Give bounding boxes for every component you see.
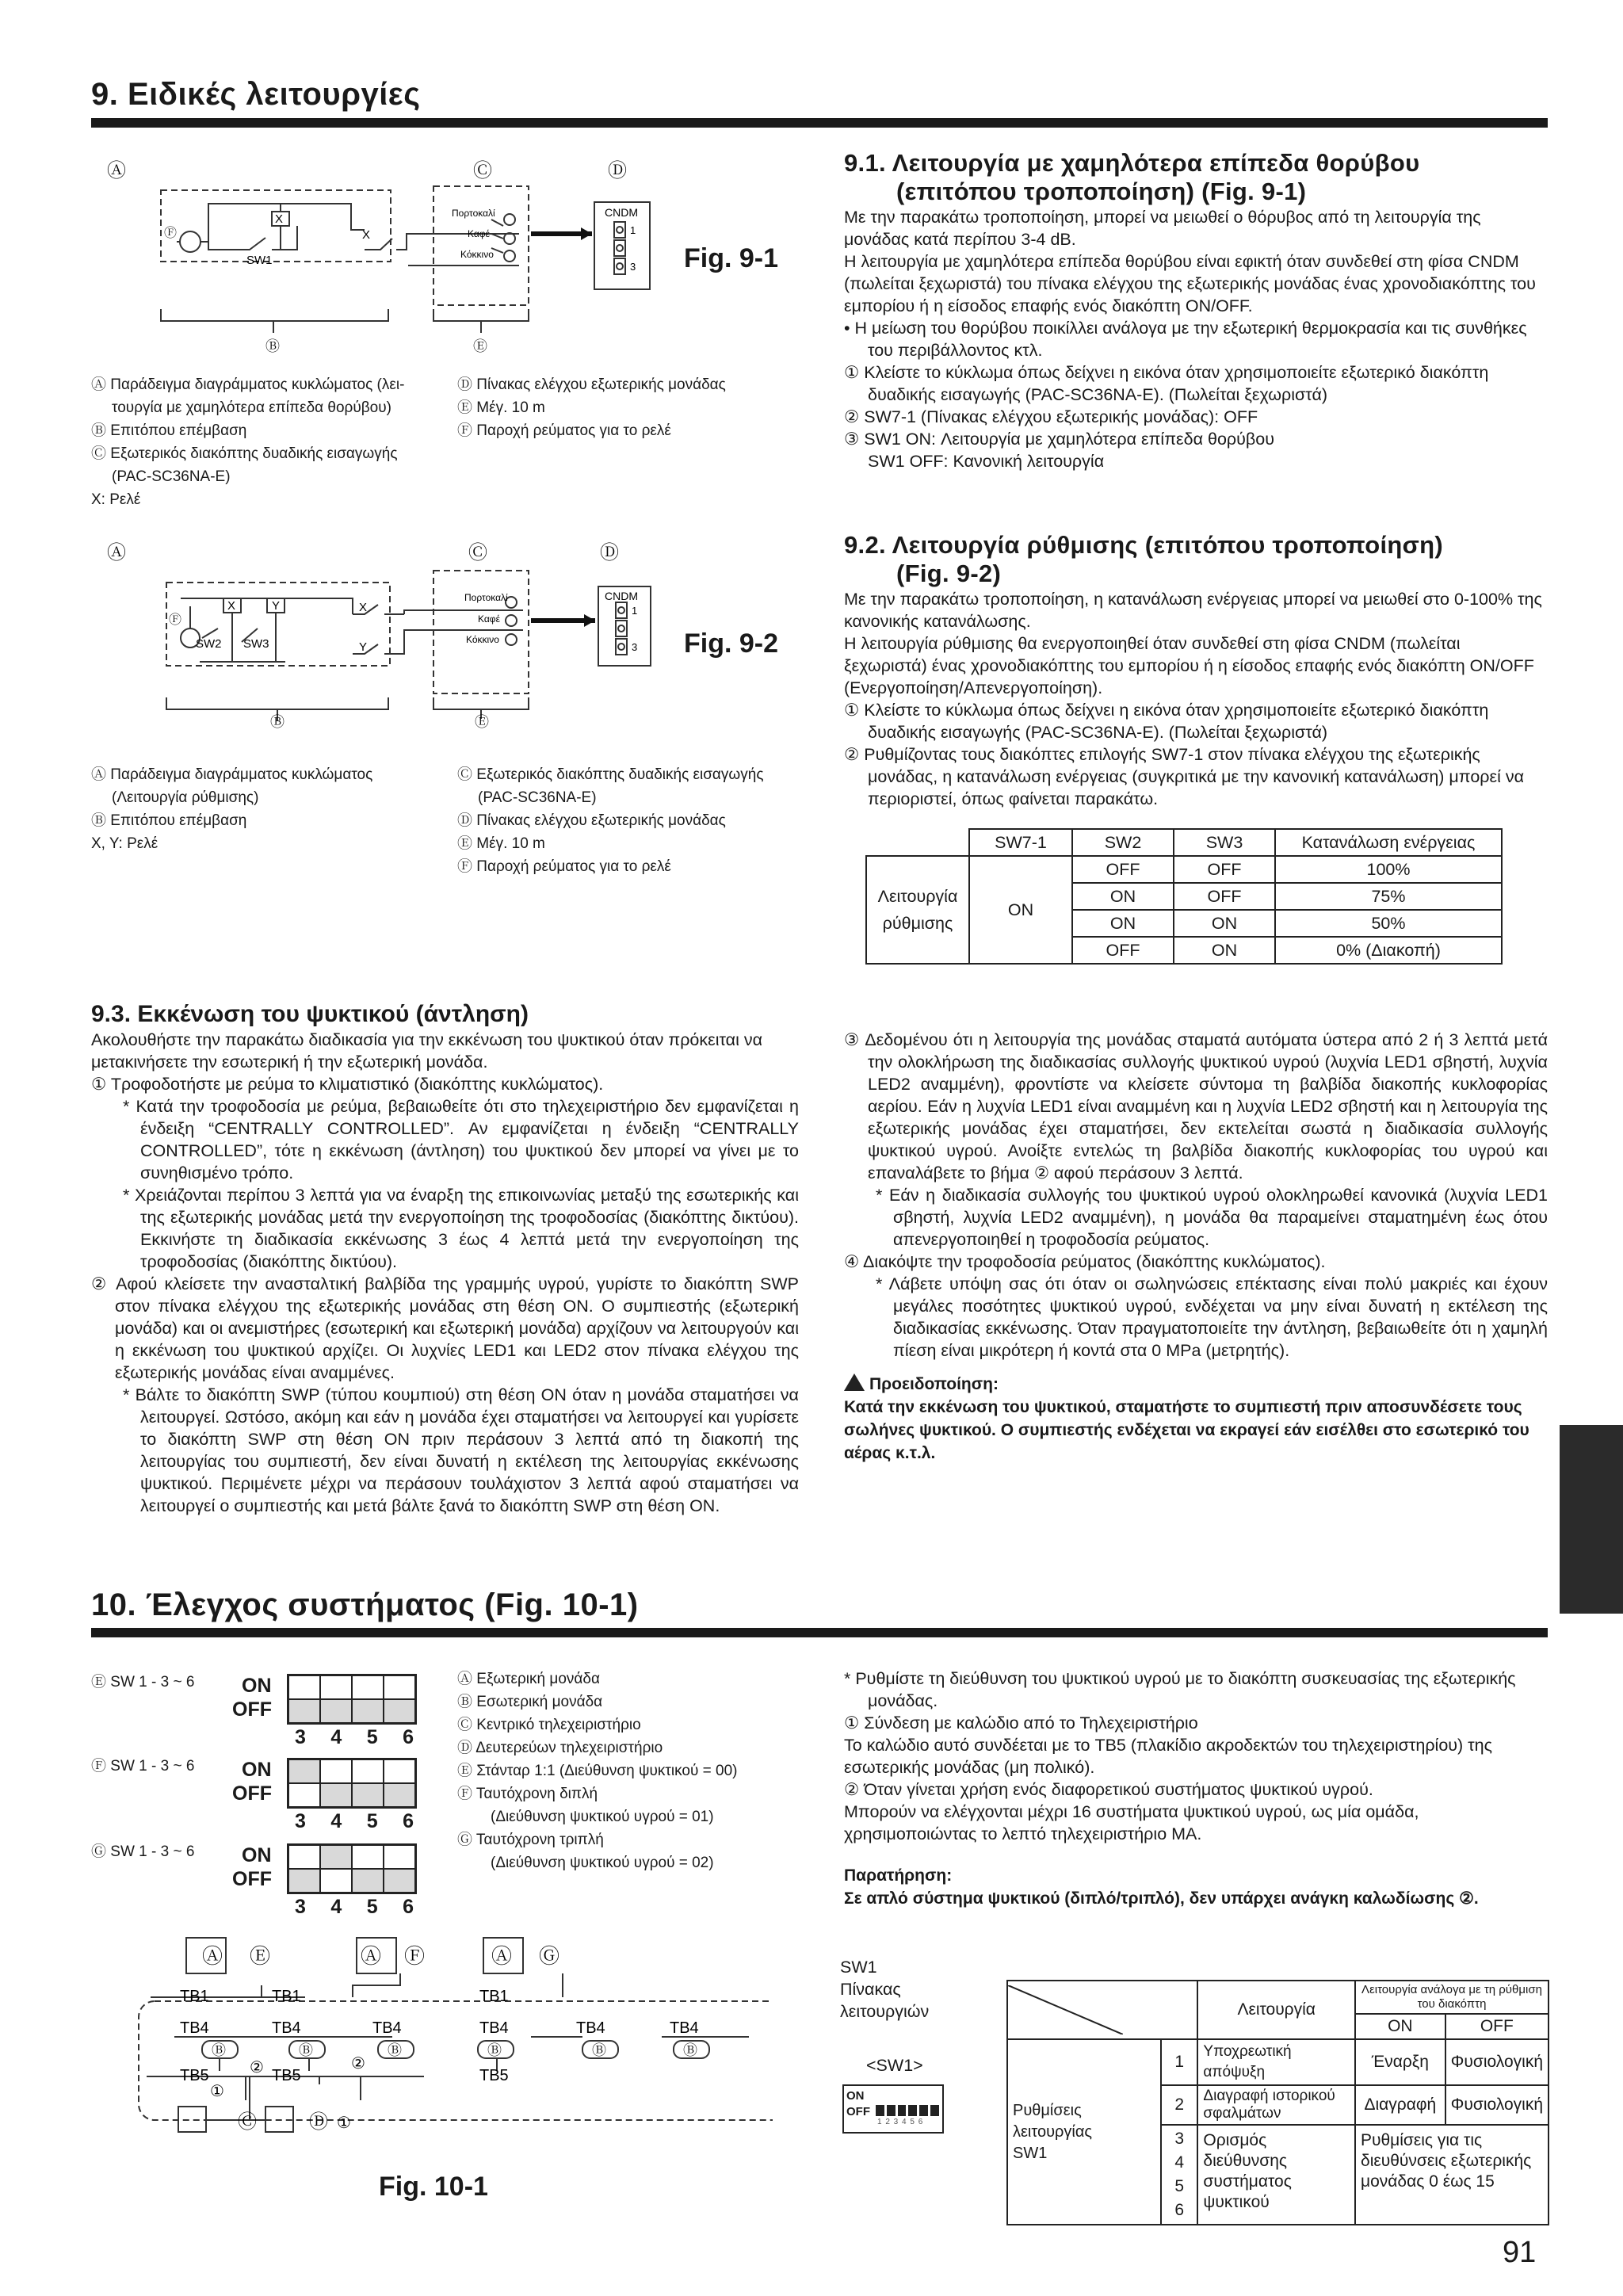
s92-title: 9.2. Λειτουργία ρύθμισης (επιτόπου τροποποίηση) xyxy=(844,531,1443,559)
title-rule xyxy=(91,118,1548,128)
wiring-tb4-6: TB4 xyxy=(670,2019,699,2037)
table-row-label: Λειτουργία ρύθμισης xyxy=(866,856,969,964)
switch-e: Ⓔ SW 1 - 3 ~ 6 ON OFF 3 4 5 6 xyxy=(91,1671,456,1755)
fig92-y-coil: Y xyxy=(272,599,281,613)
fig92-sw3: SW3 xyxy=(243,637,269,651)
wiring-c: Ⓒ xyxy=(238,2111,257,2133)
sw1-dip-switch: ON OFF 1 2 3 4 5 6 xyxy=(842,2084,944,2134)
section-10-legend: Ⓐ Εξωτερική μονάδα Ⓑ Εσωτερική μονάδα Ⓒ Κεντρικό τηλεχειριστήριο Ⓓ Δευτερεύων τηλεχειριστήριο Ⓔ Στάνταρ 1:1 (Διεύθυνση ψυκτικού = 00) Ⓕ Ταυτόχρονη διπλή (Διεύθυνση ψυκτικού υγρού = 01) Ⓖ Ταυτόχρονη τριπλή (Διεύθυνση ψυκτικού υγρού = 02) xyxy=(457,1671,738,1871)
fig91-legend-right: Ⓓ Πίνακας ελέγχου εξωτερικής μονάδας Ⓔ Μέγ. 10 m Ⓕ Παροχή ρεύματος για το ρελέ xyxy=(457,376,726,439)
fig92-x-coil: X xyxy=(227,599,236,613)
wiring-b2: Ⓑ xyxy=(299,2042,313,2058)
wiring-b6: Ⓑ xyxy=(683,2042,697,2058)
wiring-circle1-a: ① xyxy=(210,2083,224,2100)
regulation-table: SW7-1 SW2 SW3 Κατανάλωση ενέργειας Λειτουργία ρύθμισης ON OFF OFF 100% ON OFF 75% ON ON 50% OFF ON 0% (Διακοπή) xyxy=(865,828,1503,965)
switch-g: Ⓖ SW 1 - 3 ~ 6 ON OFF 3 4 5 6 xyxy=(91,1840,456,1924)
sw1-tag: <SW1> xyxy=(866,2056,923,2075)
page-title: 9. Ειδικές λειτουργίες xyxy=(91,77,421,112)
note-title: Παρατήρηση: xyxy=(844,1866,953,1885)
wiring-tb4-4: TB4 xyxy=(479,2019,509,2037)
wiring-g: Ⓖ xyxy=(539,1944,560,1968)
fig91-x-coil: X xyxy=(275,212,284,226)
page-number: 91 xyxy=(1503,2236,1537,2269)
warning-icon xyxy=(844,1373,865,1391)
fig91-c-marker: Ⓒ xyxy=(473,160,492,181)
wiring-b3: Ⓑ xyxy=(388,2042,402,2058)
wiring-tb5-3: TB5 xyxy=(479,2067,509,2084)
fig92-x-contact: X xyxy=(359,601,368,614)
section-9-3-left: 9.3. Εκκένωση του ψυκτικού (άντληση) Ακολουθήστε την παρακάτω διαδικασία για την εκκένωση του ψυκτικού όταν πρόκειται να μετακινήσετε την εσωτερική ή την εξωτερική μονάδα. ① Τροφοδοτήστε με ρεύμα το κλιματιστικό (διακόπτης κυκλώματος). * Κατά την τροφοδοσία με ρεύμα, βεβαιωθείτε ότι στο τηλεχειριστήριο δεν εμφανίζεται η ένδειξη “CENTRALLY CONTROLLED”. Αν εμφανίζεται η ένδειξη “CENTRALLY CONTROLLED”, τότε η εκκένωση (άντληση) του ψυκτικού δεν μπορεί να γίνει με το συνηθισμένο τρόπο. * Χρειάζονται περίπου 3 λεπτά για να έναρξη της επικοινωνίας μεταξύ της εσωτερικής και της εξωτερικής μονάδας μετά την ενεργοποίηση της τροφοδοσίας (διακόπτης δικτύου). Εκκινήστε τη διαδικασία εκκένωσης 3 έως 4 λεπτά μετά την ενεργοποίηση της τροφοδοσίας (διακόπτης δικτύου). ② Αφού κλείσετε την ανασταλτική βαλβίδα της γραμμής υγρού, γυρίστε το διακόπτη SWP στον πίνακα ελέγχου της εξωτερικής μονάδας στη θέση ON. Ο συμπιεστής (εξωτερική μονάδα) και οι ανεμιστήρες (εσωτερική και εξωτερική μονάδα) αρχίζουν να λειτουργούν και η εκκένωση του ψυκτικού αρχίζει. Οι λυχνίες LED1 και LED2 στον πίνακα ελέγχου της εξωτερικής μονάδας είναι αναμμένες. * Βάλτε το διακόπτη SWP (τύπου κουμπιού) στη θέση ON όταν η μονάδα σταματήσει να λειτουργεί. Ωστόσο, ακόμη και εάν η μονάδα έχει σταματήσει να λειτουργεί και γυρίσετε το διακόπτη SWP στη θέση ON πριν περάσουν 3 λεπτά από τη διακοπή της λειτουργίας του συμπιεστή, δεν είναι δυνατή η εκτέλεση της λειτουργίας εκκένωσης ψυκτικού. Περιμένετε μέχρι να περάσουν τουλάχιστον 3 λεπτά αφού σταματήσει να λειτουργεί ο συμπιεστής και μετά βάλτε ξανά το διακόπτη SWP στη θέση ON. xyxy=(91,1001,799,1515)
s91-title-2: (επιτόπου τροποποίηση) (Fig. 9-1) xyxy=(896,178,1307,205)
fig92-pin3: 3 xyxy=(632,641,638,653)
fig91-pin3: 3 xyxy=(630,261,636,273)
wiring-tb4-1: TB4 xyxy=(180,2019,209,2037)
wiring-circle2-b: ② xyxy=(351,2055,365,2073)
note-text: Σε απλό σύστημα ψυκτικού (διπλό/τριπλό), δεν υπάρχει ανάγκη καλωδίωσης ②. xyxy=(844,1889,1479,1908)
fig-9-1-label: Fig. 9-1 xyxy=(684,243,779,273)
wiring-tb5-1: TB5 xyxy=(180,2067,209,2084)
fig92-pin1: 1 xyxy=(632,605,638,617)
s93-title: 9.3. Εκκένωση του ψυκτικού (άντληση) xyxy=(91,1001,529,1027)
chapter-tab xyxy=(1560,1425,1623,1614)
wiring-a2: Ⓐ xyxy=(361,1944,382,1968)
wiring-tb4-5: TB4 xyxy=(576,2019,605,2037)
fig92-legend-right: Ⓒ Εξωτερικός διακόπτης δυαδικής εισαγωγής (PAC-SC36NA-E) Ⓓ Πίνακας ελέγχου εξωτερικής μονάδας Ⓔ Μέγ. 10 m Ⓕ Παροχή ρεύματος για το ρελέ xyxy=(457,766,764,875)
table-side-label: Ρυθμίσεις λειτουργίας SW1 xyxy=(1007,2039,1161,2225)
fig92-brown: Καφέ xyxy=(478,613,500,625)
fig91-b-marker: Ⓑ xyxy=(265,338,280,354)
dip-switch-f xyxy=(287,1758,417,1809)
wiring-a1: Ⓐ xyxy=(202,1944,223,1968)
fig-9-2-label: Fig. 9-2 xyxy=(684,628,779,659)
dip-switch-e xyxy=(287,1674,417,1725)
fig92-legend-left: Ⓐ Παράδειγμα διαγράμματος κυκλώματος (Λειτουργία ρύθμισης) Ⓑ Επιτόπου επέμβαση X, Y: Ρελέ xyxy=(91,766,373,852)
wiring-b5: Ⓑ xyxy=(592,2042,606,2058)
fig92-f-marker: Ⓕ xyxy=(169,613,182,627)
fig91-orange: Πορτοκαλί xyxy=(452,208,495,219)
wiring-a3: Ⓐ xyxy=(491,1944,513,1968)
fig92-e-marker: Ⓔ xyxy=(475,714,489,730)
wiring-circle2-a: ② xyxy=(250,2059,264,2076)
fig92-a-marker: Ⓐ xyxy=(107,542,126,563)
fig91-legend-left: Ⓐ Παράδειγμα διαγράμματος κυκλώματος (λει- τουργία με χαμηλότερα επίπεδα θορύβου) Ⓑ Επιτόπου επέμβαση Ⓒ Εξωτερικός διακόπτης δυαδικής εισαγωγής (PAC-SC36NA-E) X: Ρελέ xyxy=(91,376,405,508)
fig91-sw1: SW1 xyxy=(246,254,273,267)
section-9-3-right: ③ Δεδομένου ότι η λειτουργία της μονάδας σταματά αυτόματα ύστερα από 2 ή 3 λεπτά μετά την ολοκλήρωση της διαδικασίας συλλογής ψυκτικού υγρού (λυχνία LED1 σβηστή, λυχνία LED2 αναμμένη), φροντίστε να κλείσετε σύντομα τη βαλβίδα διακοπής κυκλοφορίας αερίου. Εάν η λυχνία LED1 είναι αναμμένη και η λυχνία LED2 σβηστή και η λειτουργία της εξωτερικής μονάδας έχει σταματήσει, δεν εκτελείται σωστά η διαδικασία συλλογής ψυκτικού υγρού. Ανοίξτε εντελώς τη βαλβίδα διακοπής κυκλοφορίας του υγρού και επαναλάβετε το βήμα ② αφού περάσουν 3 λεπτά. * Εάν η διαδικασία συλλογής του ψυκτικού υγρού ολοκληρωθεί κανονικά (λυχνία LED1 σβηστή, λυχνία LED2 αναμμένη), η μονάδα θα παραμείνει σταματημένη έως ότου απενεργοποιηθεί η τροφοδοσία ρεύματος. ④ Διακόψτε την τροφοδοσία ρεύματος (διακόπτης κυκλώματος). * Λάβετε υπόψη σας ότι όταν οι σωληνώσεις επέκτασης είναι πολύ μακριές και έχουν μεγάλες ποσότητες ψυκτικού υγρού, ενδέχεται να μην είναι δυνατή η εκτέλεση της διαδικασίας εκκένωσης. Όταν πραγματοποιείτε την άντληση, βεβαιωθείτε ότι η χαμηλή πίεση είναι μικρότερη ή κοντά στα 0 MPa (μετρητής). Προειδοποίηση: Κατά την εκκένωση του ψυκτικού, σταματήστε το συμπιεστή πριν αποσυνδέσετε τους σωλήνες ψυκτικού. Ο συμπιεστής ενδέχεται να εκραγεί εάν εισέλθει στο εσωτερικό του αέρας κ.τ.λ. xyxy=(844,1029,1548,1465)
wiring-tb4-2: TB4 xyxy=(272,2019,301,2037)
sw1-caption: SW1 Πίνακας λειτουργιών xyxy=(840,1958,930,2021)
s92-title-2: (Fig. 9-2) xyxy=(896,560,1002,587)
fig91-red: Κόκκινο xyxy=(460,249,494,260)
fig92-d-marker: Ⓓ xyxy=(600,542,619,563)
section-10-right: * Ρυθμίστε τη διεύθυνση του ψυκτικού υγρού με το διακόπτη συσκευασίας της εξωτερικής μονάδας. ① Σύνδεση με καλώδιο από το Τηλεχειριστήριο Το καλώδιο αυτό συνδέεται με το TB5 (πλακίδιο ακροδεκτών του τηλεχειριστηρίου) της εσωτερικής μονάδας (μη πολικό). ② Όταν γίνεται χρήση ενός διαφορετικού συστήματος ψυκτικού υγρού. Μπορούν να ελέγχονται μέχρι 16 συστήματα ψυκτικού υγρού, ως μία ομάδα, χρησιμοποιώντας το λεπτό τηλεχειριστήριο MA. Παρατήρηση: Σε απλό σύστημα ψυκτικού (διπλό/τριπλό), δεν υπάρχει ανάγκη καλωδίωσης ②. xyxy=(844,1668,1548,1910)
fig92-c-marker: Ⓒ xyxy=(468,542,487,563)
fig91-d-marker: Ⓓ xyxy=(608,160,627,181)
fig-10-1-label: Fig. 10-1 xyxy=(379,2172,488,2202)
section-10-rule xyxy=(91,1628,1548,1637)
wiring-diagram xyxy=(91,1930,773,2144)
wiring-b4: Ⓑ xyxy=(487,2042,502,2058)
table-corner-diagonal xyxy=(1008,1985,1123,2034)
section-9-2: 9.2. Λειτουργία ρύθμισης (επιτόπου τροποποίηση) (Fig. 9-2) Με την παρακάτω τροποποίηση, η κατανάλωση ενέργειας μπορεί να μειωθεί στο 0-100% της κανονικής κατανάλωσης. Η λειτουργία ρύθμισης θα ενεργοποιηθεί όταν συνδεθεί στη φίσα CNDM (πωλείται ξεχωριστά) ένας χρονοδιακόπτης του εμπορίου ή η είσοδος επαφής ενός διακόπτη ON/OFF (Ενεργοποίηση/Απενεργοποίηση). ① Κλείστε το κύκλωμα όπως δείχνει η εικόνα όταν χρησιμοποιείτε εξωτερικό διακόπτη δυαδικής εισαγωγής (PAC-SC36NA-E). (Πωλείται ξεχωριστά) ② Ρυθμίζοντας τους διακόπτες επιλογής SW7-1 στον πίνακα ελέγχου της εξωτερικής μονάδας, η κατανάλωση ενέργειας (συγκριτικά με την κανονική κατανάλωση) μπορεί να περιοριστεί, όπως φαίνεται παρακάτω. xyxy=(844,531,1548,810)
wiring-d: Ⓓ xyxy=(309,2111,328,2133)
wiring-tb1-3: TB1 xyxy=(479,1988,509,2005)
wiring-tb1-1: TB1 xyxy=(180,1988,209,2005)
switch-f: Ⓕ SW 1 - 3 ~ 6 ON OFF 3 4 5 6 xyxy=(91,1755,456,1840)
wiring-b1: Ⓑ xyxy=(212,2042,226,2058)
wiring-tb1-2: TB1 xyxy=(272,1988,301,2005)
s91-title: 9.1. Λειτουργία με χαμηλότερα επίπεδα θορύβου xyxy=(844,149,1420,177)
fig92-y-contact: Y xyxy=(359,640,368,654)
fig92-red: Κόκκινο xyxy=(466,634,499,645)
fig92-sw2: SW2 xyxy=(196,637,222,651)
wiring-tb5-2: TB5 xyxy=(272,2067,301,2084)
function-table: Λειτουργία Λειτουργία ανάλογα με τη ρύθμιση του διακόπτη ON OFF Ρυθμίσεις λειτουργίας SW1 1 Υποχρεωτική απόψυξη Έναρξη Φυσιολογική 2 Διαγραφή ιστορικού σφαλμάτων Διαγραφή Φυσιολογική 3 4 5 6 Ορισμός διεύθυνσης συστήματος ψυκτικού Ρυθμίσεις για τις διευθύνσεις εξωτερικής μονάδας 0 έως 15 xyxy=(1006,1980,1549,2225)
fig91-f-marker: Ⓕ xyxy=(164,227,178,240)
warning-title: Προειδοποίηση: xyxy=(844,1373,1548,1396)
section-9-1: 9.1. Λειτουργία με χαμηλότερα επίπεδα θορύβου (επιτόπου τροποποίηση) (Fig. 9-1) Με την παρακάτω τροποποίηση, μπορεί να μειωθεί ο θόρυβος από τη λειτουργία της μονάδας κατά περίπου 3-4 dB. Η λειτουργία με χαμηλότερα επίπεδα θορύβου είναι εφικτή όταν συνδεθεί στη φίσα CNDM (πωλείται ξεχωριστά) του πίνακα ελέγχου της εξωτερικής μονάδας ένας χρονοδιακόπτης του εμπορίου ή η είσοδος επαφής ενός διακόπτη ON/OFF. • Η μείωση του θορύβου ποικίλλει ανάλογα με την εξωτερική θερμοκρασία και τις συνθήκες του περιβάλλοντος κτλ. ① Κλείστε το κύκλωμα όπως δείχνει η εικόνα όταν χρησιμοποιείτε εξωτερικό διακόπτη δυαδικής εισαγωγής (PAC-SC36NA-E). (Πωλείται ξεχωριστά) ② SW7-1 (Πίνακας ελέγχου εξωτερικής μονάδας): OFF ③ SW1 ON: Λειτουργία με χαμηλότερα επίπεδα θορύβου SW1 OFF: Κανονική λειτουργία xyxy=(844,149,1548,472)
fig91-x-contact: X xyxy=(362,228,371,242)
fig91-e-marker: Ⓔ xyxy=(473,338,487,354)
fig91-brown: Καφέ xyxy=(468,228,490,239)
fig92-orange: Πορτοκαλί xyxy=(464,592,508,603)
fig91-a-marker: Ⓐ xyxy=(107,160,126,181)
fig91-pin1: 1 xyxy=(630,224,636,236)
warning-text: Κατά την εκκένωση του ψυκτικού, σταματήστε το συμπιεστή πριν αποσυνδέσετε τους σωλήνες ψυκτικού. Ο συμπιεστής ενδέχεται να εκραγεί εάν εισέλθει στο εσωτερικό του αέρας κ.τ.λ. xyxy=(844,1398,1529,1462)
fig92-cndm: CNDM xyxy=(605,590,638,602)
wiring-e: Ⓔ xyxy=(250,1944,271,1968)
wiring-tb4-3: TB4 xyxy=(372,2019,402,2037)
switch-settings xyxy=(91,1671,456,1924)
section-10-title: 10. Έλεγχος συστήματος (Fig. 10-1) xyxy=(91,1587,639,1622)
fig91-cndm: CNDM xyxy=(605,206,638,219)
wiring-circle1-b: ① xyxy=(337,2115,351,2132)
dip-switch-g xyxy=(287,1843,417,1894)
fig92-b-marker: Ⓑ xyxy=(270,714,285,730)
wiring-f: Ⓕ xyxy=(404,1944,426,1968)
